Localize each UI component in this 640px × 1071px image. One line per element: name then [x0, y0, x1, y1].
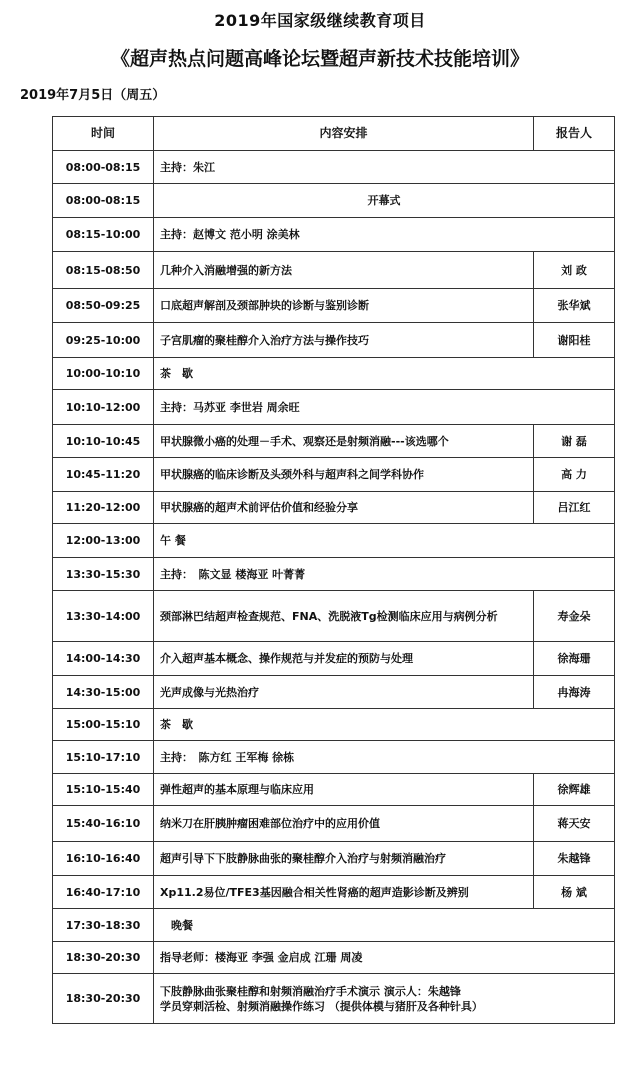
- row-content: [154, 876, 534, 909]
- table-row: [53, 974, 615, 1024]
- table-row: [53, 218, 615, 252]
- table-row: [53, 806, 615, 842]
- row-speaker: 刘 政: [534, 252, 615, 289]
- table-row: [53, 184, 615, 218]
- row-speaker: 蒋天安: [534, 806, 615, 842]
- row-time: 14:00-14:30: [53, 642, 154, 676]
- row-content-text: 几种介入消融增强的新方法: [160, 263, 292, 277]
- table-row: [53, 323, 615, 358]
- row-content-text: 茶 歇: [160, 367, 193, 380]
- row-content: [154, 842, 534, 876]
- row-content: [154, 184, 615, 218]
- row-time: 13:30-14:00: [53, 591, 154, 642]
- table-row: [53, 741, 615, 774]
- row-content: [154, 358, 615, 390]
- row-time: 16:40-17:10: [53, 876, 154, 909]
- row-content: [154, 492, 534, 524]
- row-content-text: 午 餐: [160, 534, 186, 547]
- row-time: 10:10-10:45: [53, 425, 154, 458]
- row-time: 16:10-16:40: [53, 842, 154, 876]
- row-time: 15:10-17:10: [53, 741, 154, 774]
- row-content-text: 口底超声解剖及颈部肿块的诊断与鉴别诊断: [160, 299, 369, 312]
- row-time: 15:00-15:10: [53, 709, 154, 741]
- row-speaker: 高 力: [534, 458, 615, 492]
- table-row: [53, 492, 615, 524]
- row-time: 15:40-16:10: [53, 806, 154, 842]
- row-content: [154, 218, 615, 252]
- schedule-date: 2019年7月5日（周五）: [20, 88, 166, 103]
- row-content-text: 主持：马苏亚 李世岩 周余旺: [160, 400, 300, 414]
- row-time: 08:50-09:25: [53, 289, 154, 323]
- row-speaker: 谢 磊: [534, 425, 615, 458]
- row-content-text: 开幕式: [367, 194, 401, 207]
- row-time: 08:00-08:15: [53, 151, 154, 184]
- row-content: [154, 425, 534, 458]
- row-content: [154, 741, 615, 774]
- row-speaker: 张华斌: [534, 289, 615, 323]
- table-row: [53, 558, 615, 591]
- table-row: [53, 642, 615, 676]
- table-row: [53, 390, 615, 425]
- table-row: [53, 289, 615, 323]
- row-time: 12:00-13:00: [53, 524, 154, 558]
- row-content-text: 纳米刀在肝胰肿瘤困难部位治疗中的应用价值: [160, 817, 380, 830]
- row-content-text: 子宫肌瘤的聚桂醇介入治疗方法与操作技巧: [160, 333, 369, 347]
- row-content: [154, 252, 534, 289]
- row-content-text: 弹性超声的基本原理与临床应用: [160, 783, 314, 796]
- row-content-text: 甲状腺癌的临床诊断及头颈外科与超声科之间学科协作: [160, 468, 424, 481]
- title-line-1: 2019年国家级继续教育项目: [214, 11, 426, 30]
- row-content: [154, 390, 615, 425]
- column-header-speaker: 报告人: [534, 117, 615, 151]
- row-content-text: 甲状腺癌的超声术前评估价值和经验分享: [160, 501, 358, 514]
- row-time: 09:25-10:00: [53, 323, 154, 358]
- table-row: [53, 709, 615, 741]
- row-content: [154, 524, 615, 558]
- row-content-text: 甲状腺微小癌的处理－手术、观察还是射频消融---该选哪个: [160, 434, 449, 448]
- row-time: 14:30-15:00: [53, 676, 154, 709]
- row-content: [154, 642, 534, 676]
- table-row: [53, 876, 615, 909]
- row-content-text: 主持：朱江: [160, 160, 215, 174]
- row-time: 13:30-15:30: [53, 558, 154, 591]
- row-time: 18:30-20:30: [53, 974, 154, 1024]
- schedule-table-body: [53, 117, 615, 1024]
- row-content-text: 晚餐: [160, 918, 193, 932]
- row-content: [154, 591, 534, 642]
- column-header-time: 时间: [53, 117, 154, 151]
- row-speaker: 谢阳桂: [534, 323, 615, 358]
- row-speaker: 徐海珊: [534, 642, 615, 676]
- row-content: [154, 289, 534, 323]
- row-content: [154, 323, 534, 358]
- row-content-text: 介入超声基本概念、操作规范与并发症的预防与处理: [160, 652, 413, 665]
- row-time: 10:10-12:00: [53, 390, 154, 425]
- column-header-content: 内容安排: [154, 117, 534, 151]
- schedule-table: [52, 116, 615, 1024]
- row-content: [154, 942, 615, 974]
- table-row: [53, 458, 615, 492]
- row-content: [154, 974, 615, 1024]
- row-speaker: 杨 斌: [534, 876, 615, 909]
- row-content: [154, 806, 534, 842]
- table-row: [53, 942, 615, 974]
- row-content: [154, 709, 615, 741]
- row-time: 08:00-08:15: [53, 184, 154, 218]
- row-speaker: 朱越锋: [534, 842, 615, 876]
- table-row: [53, 774, 615, 806]
- table-row: [53, 252, 615, 289]
- row-speaker: 吕江红: [534, 492, 615, 524]
- row-content-text: 主持：赵博文 范小明 涂美林: [160, 228, 300, 241]
- row-time: 17:30-18:30: [53, 909, 154, 942]
- table-row: [53, 425, 615, 458]
- table-header-row: [53, 117, 615, 151]
- row-time: 08:15-08:50: [53, 252, 154, 289]
- row-content-text: 光声成像与光热治疗: [160, 685, 259, 699]
- row-speaker: 冉海涛: [534, 676, 615, 709]
- table-row: [53, 842, 615, 876]
- row-time: 18:30-20:30: [53, 942, 154, 974]
- row-time: 10:45-11:20: [53, 458, 154, 492]
- row-content-text: 颈部淋巴结超声检查规范、FNA、洗脱液Tg检测临床应用与病例分析: [160, 609, 498, 623]
- row-speaker: 寿金朵: [534, 591, 615, 642]
- title-line-2: 《超声热点问题高峰论坛暨超声新技术技能培训》: [110, 48, 529, 70]
- row-content-text-line2: 学员穿刺活检、射频消融操作练习 （提供体模与猪肝及各种针具）: [160, 999, 483, 1013]
- row-time: 15:10-15:40: [53, 774, 154, 806]
- row-content: [154, 676, 534, 709]
- table-row: [53, 676, 615, 709]
- row-content-text: 超声引导下下肢静脉曲张的聚桂醇介入治疗与射频消融治疗: [160, 852, 446, 865]
- row-time: 08:15-10:00: [53, 218, 154, 252]
- table-row: [53, 524, 615, 558]
- row-content-text: Xp11.2易位/TFE3基因融合相关性肾癌的超声造影诊断及辨别: [160, 885, 469, 899]
- table-row: [53, 591, 615, 642]
- row-content-text: 下肢静脉曲张聚桂醇和射频消融治疗手术演示 演示人：朱越锋: [160, 984, 461, 998]
- row-time: 11:20-12:00: [53, 492, 154, 524]
- row-time: 10:00-10:10: [53, 358, 154, 390]
- row-content-text: 茶 歇: [160, 718, 193, 731]
- row-content-text: 指导老师：楼海亚 李强 金启成 江珊 周凌: [160, 951, 363, 964]
- row-content: [154, 909, 615, 942]
- row-content-text: 主持： 陈方红 王军梅 徐栋: [160, 750, 295, 764]
- row-content: [154, 458, 534, 492]
- row-content-text: 主持： 陈文显 楼海亚 叶菁菁: [160, 567, 306, 581]
- row-speaker: 徐辉雄: [534, 774, 615, 806]
- table-row: [53, 909, 615, 942]
- table-row: [53, 151, 615, 184]
- row-content: [154, 151, 615, 184]
- row-content: [154, 774, 534, 806]
- table-row: [53, 358, 615, 390]
- row-content: [154, 558, 615, 591]
